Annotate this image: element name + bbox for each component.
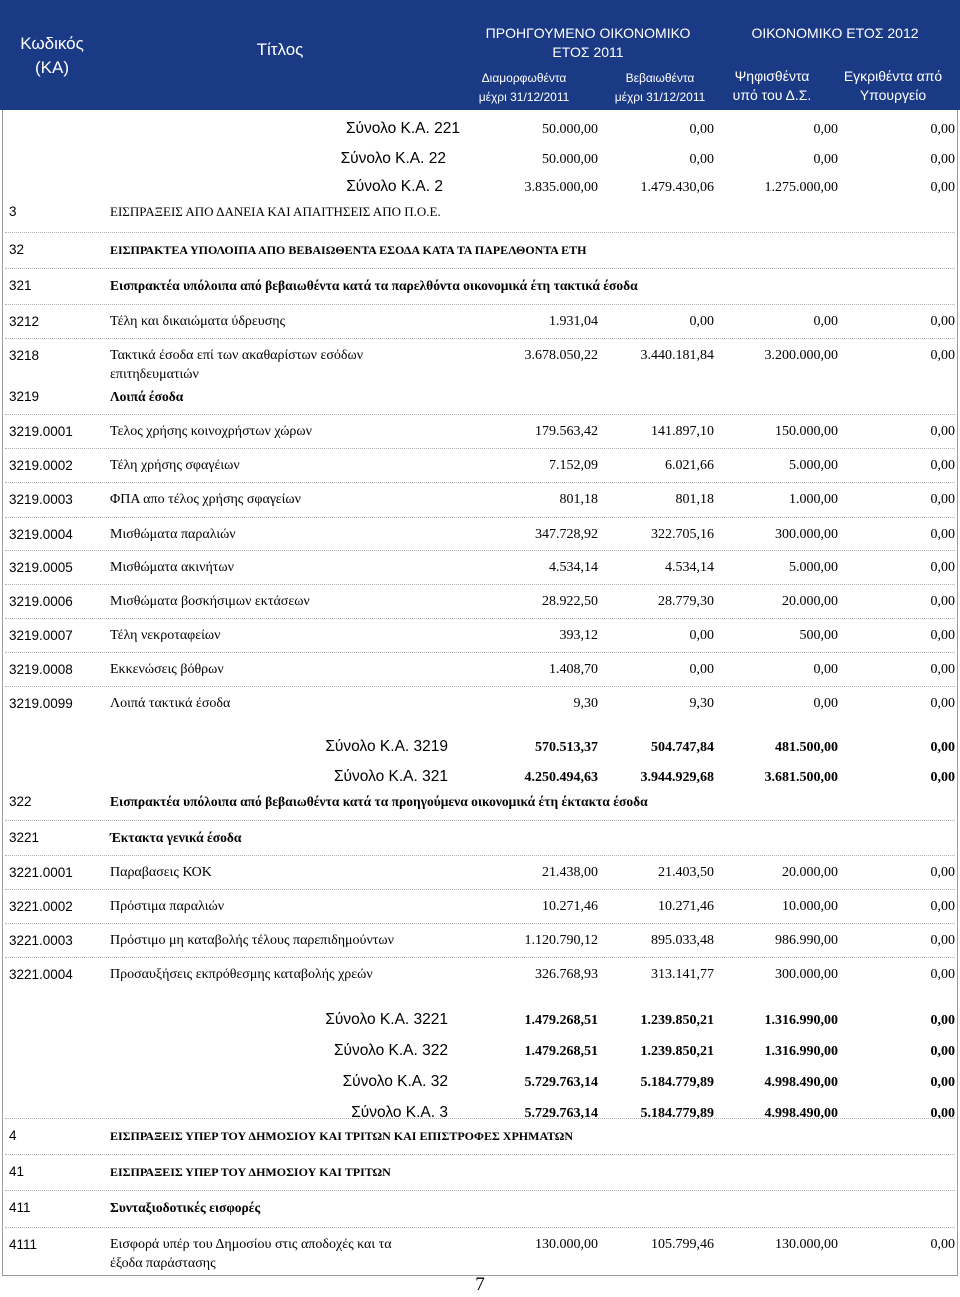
account-title: Πρόστιμα παραλιών bbox=[110, 899, 225, 914]
approved-2012-value: 0,00 bbox=[930, 1075, 955, 1090]
approved-2012-value: 0,00 bbox=[930, 1106, 955, 1121]
voted-2012-value: 20.000,00 bbox=[782, 594, 838, 609]
account-title: Τέλη χρήσης σφαγέιων bbox=[110, 458, 240, 473]
account-title: Μισθώματα ακινήτων bbox=[110, 560, 234, 575]
certified-2011-value: 21.403,50 bbox=[658, 865, 714, 880]
page-number: 7 bbox=[475, 1274, 485, 1295]
revised-2011-value: 1.479.268,51 bbox=[524, 1013, 598, 1028]
section-heading-row bbox=[0, 1164, 960, 1180]
account-title: Εισπρακτέα υπόλοιπα από βεβαιωθέντα κατά τα προηγούμενα οικονομικά έτη έκτακτα έσοδα bbox=[110, 794, 648, 809]
certified-2011-value: 6.021,66 bbox=[665, 458, 714, 473]
certified-2011-value: 3.440.181,84 bbox=[640, 348, 714, 363]
certified-2011-value: 28.779,30 bbox=[658, 594, 714, 609]
certified-2011-value: 9,30 bbox=[689, 696, 714, 711]
budget-line-row bbox=[0, 899, 960, 915]
account-code: 3219.0007 bbox=[9, 628, 73, 643]
header-voted-line-1: Ψηφισθέντα bbox=[734, 68, 810, 84]
account-code: 3221 bbox=[9, 830, 40, 845]
budget-line-row bbox=[0, 424, 960, 440]
revised-2011-value: 7.152,09 bbox=[549, 458, 598, 473]
section-heading-row bbox=[0, 389, 960, 405]
section-heading-row bbox=[0, 830, 960, 846]
certified-2011-value: 322.705,16 bbox=[651, 527, 714, 542]
account-code: 321 bbox=[9, 278, 32, 293]
revised-2011-value: 570.513,37 bbox=[535, 740, 598, 755]
revised-2011-value: 50.000,00 bbox=[542, 152, 598, 167]
approved-2012-value: 0,00 bbox=[930, 180, 955, 195]
approved-2012-value: 0,00 bbox=[930, 1044, 955, 1059]
account-title: ΕΙΣΠΡΑΞΕΙΣ ΑΠΟ ΔΑΝΕΙΑ ΚΑΙ ΑΠΑΙΤΗΣΕΙΣ ΑΠΟ Π.Ο.Ε. bbox=[110, 204, 441, 219]
account-title: Προσαυξήσεις εκπρόθεσμης καταβολής χρεών bbox=[110, 967, 373, 982]
voted-2012-value: 481.500,00 bbox=[775, 740, 838, 755]
total-row bbox=[0, 1013, 960, 1029]
account-code: 3219.0008 bbox=[9, 662, 73, 677]
header-voted-line-2: υπό του Δ.Σ. bbox=[732, 87, 812, 103]
revised-2011-value: 28.922,50 bbox=[542, 594, 598, 609]
approved-2012-value: 0,00 bbox=[930, 348, 955, 363]
certified-2011-value: 0,00 bbox=[689, 628, 714, 643]
total-row bbox=[0, 740, 960, 756]
revised-2011-value: 4.250.494,63 bbox=[524, 770, 598, 785]
approved-2012-value: 0,00 bbox=[930, 424, 955, 439]
revised-2011-value: 50.000,00 bbox=[542, 122, 598, 137]
budget-line-row bbox=[0, 348, 960, 382]
certified-2011-value: 141.897,10 bbox=[651, 424, 714, 439]
approved-2012-value: 0,00 bbox=[930, 628, 955, 643]
account-code: 3219.0005 bbox=[9, 560, 73, 575]
revised-2011-value: 393,12 bbox=[559, 628, 598, 643]
voted-2012-value: 3.681.500,00 bbox=[764, 770, 838, 785]
account-code: 3 bbox=[9, 204, 17, 219]
account-title: Λοιπά έσοδα bbox=[110, 389, 184, 404]
account-code: 3219.0002 bbox=[9, 458, 73, 473]
header-certified-line-2: μέχρι 31/12/2011 bbox=[614, 90, 706, 104]
approved-2012-value: 0,00 bbox=[930, 152, 955, 167]
section-heading-row bbox=[0, 242, 960, 258]
voted-2012-value: 5.000,00 bbox=[789, 560, 838, 575]
voted-2012-value: 130.000,00 bbox=[775, 1237, 838, 1252]
certified-2011-value: 105.799,46 bbox=[651, 1237, 714, 1252]
certified-2011-value: 3.944.929,68 bbox=[640, 770, 714, 785]
revised-2011-value: 347.728,92 bbox=[535, 527, 598, 542]
certified-2011-value: 313.141,77 bbox=[651, 967, 714, 982]
account-title-continued: έξοδα παράστασης bbox=[110, 1256, 216, 1271]
account-code: 4 bbox=[9, 1128, 17, 1143]
voted-2012-value: 1.316.990,00 bbox=[764, 1013, 838, 1028]
budget-line-row bbox=[0, 527, 960, 543]
approved-2012-value: 0,00 bbox=[930, 1237, 955, 1252]
certified-2011-value: 1.239.850,21 bbox=[640, 1044, 714, 1059]
voted-2012-value: 10.000,00 bbox=[782, 899, 838, 914]
account-code: 3221.0001 bbox=[9, 865, 73, 880]
revised-2011-value: 1.408,70 bbox=[549, 662, 598, 677]
account-title: Τέλη και δικαιώματα ύδρευσης bbox=[110, 314, 286, 329]
section-heading-row bbox=[0, 204, 960, 220]
section-heading-row bbox=[0, 794, 960, 810]
section-heading-row bbox=[0, 1200, 960, 1216]
revised-2011-value: 3.835.000,00 bbox=[524, 180, 598, 195]
voted-2012-value: 0,00 bbox=[813, 696, 838, 711]
voted-2012-value: 3.200.000,00 bbox=[764, 348, 838, 363]
header-revised-column bbox=[462, 69, 586, 107]
total-row bbox=[0, 1044, 960, 1060]
account-title: Εισφορά υπέρ του Δημοσίου στις αποδοχές και τα bbox=[110, 1237, 392, 1252]
account-title-continued: επιτηδευματιών bbox=[110, 367, 199, 382]
voted-2012-value: 20.000,00 bbox=[782, 865, 838, 880]
voted-2012-value: 4.998.490,00 bbox=[764, 1075, 838, 1090]
total-label: Σύνολο Κ.Α. 3 bbox=[351, 1104, 448, 1121]
account-title: Μισθώματα παραλιών bbox=[110, 527, 236, 542]
header-code-line-2: (ΚΑ) bbox=[35, 58, 69, 77]
header-certified-line-1: Βεβαιωθέντα bbox=[625, 71, 695, 85]
certified-2011-value: 895.033,48 bbox=[651, 933, 714, 948]
account-title: Πρόστιμο μη καταβολής τέλους παρεπιδημούντων bbox=[110, 933, 394, 948]
total-label: Σύνολο Κ.Α. 221 bbox=[345, 120, 460, 137]
budget-line-row bbox=[0, 458, 960, 474]
approved-2012-value: 0,00 bbox=[930, 492, 955, 507]
revised-2011-value: 5.729.763,14 bbox=[524, 1075, 598, 1090]
revised-2011-value: 3.678.050,22 bbox=[524, 348, 598, 363]
budget-line-row bbox=[0, 1237, 960, 1271]
approved-2012-value: 0,00 bbox=[930, 740, 955, 755]
account-code: 3219.0099 bbox=[9, 696, 73, 711]
voted-2012-value: 1.000,00 bbox=[789, 492, 838, 507]
header-title-column bbox=[105, 40, 455, 60]
account-code: 3219.0001 bbox=[9, 424, 73, 439]
header-revised-line-2: μέχρι 31/12/2011 bbox=[478, 90, 570, 104]
voted-2012-value: 300.000,00 bbox=[775, 967, 838, 982]
total-label: Σύνολο Κ.Α. 3221 bbox=[325, 1011, 448, 1028]
approved-2012-value: 0,00 bbox=[930, 899, 955, 914]
account-title: ΕΙΣΠΡΑΞΕΙΣ ΥΠΕΡ ΤΟΥ ΔΗΜΟΣΙΟΥ ΚΑΙ ΤΡΙΤΩΝ ΚΑΙ ΕΠΙΣΤΡΟΦΕΣ ΧΡΗΜΑΤΩΝ bbox=[110, 1129, 574, 1143]
total-row bbox=[0, 152, 960, 168]
revised-2011-value: 9,30 bbox=[573, 696, 598, 711]
account-code: 3221.0004 bbox=[9, 967, 73, 982]
total-label: Σύνολο Κ.Α. 322 bbox=[333, 1042, 448, 1059]
approved-2012-value: 0,00 bbox=[930, 594, 955, 609]
certified-2011-value: 1.239.850,21 bbox=[640, 1013, 714, 1028]
header-approved-column bbox=[830, 67, 956, 105]
budget-line-row bbox=[0, 560, 960, 576]
header-current-year bbox=[715, 24, 955, 43]
budget-line-row bbox=[0, 662, 960, 678]
revised-2011-value: 1.931,04 bbox=[549, 314, 598, 329]
budget-line-row bbox=[0, 594, 960, 610]
account-title: Τέλη νεκροταφείων bbox=[110, 628, 221, 643]
account-title: Εισπρακτέα υπόλοιπα από βεβαιωθέντα κατά τα παρελθόντα οικονομικά έτη τακτικά έσοδα bbox=[110, 278, 638, 293]
total-row bbox=[0, 1075, 960, 1091]
approved-2012-value: 0,00 bbox=[930, 770, 955, 785]
account-code: 32 bbox=[9, 242, 25, 257]
revised-2011-value: 326.768,93 bbox=[535, 967, 598, 982]
account-title: ΦΠΑ απο τέλος χρήσης σφαγείων bbox=[110, 492, 301, 507]
total-row bbox=[0, 180, 960, 196]
approved-2012-value: 0,00 bbox=[930, 933, 955, 948]
account-code: 3219.0006 bbox=[9, 594, 73, 609]
header-voted-column bbox=[720, 67, 824, 105]
header-previous-year bbox=[460, 24, 716, 62]
voted-2012-value: 0,00 bbox=[813, 662, 838, 677]
certified-2011-value: 0,00 bbox=[689, 152, 714, 167]
approved-2012-value: 0,00 bbox=[930, 696, 955, 711]
budget-line-row bbox=[0, 967, 960, 983]
certified-2011-value: 0,00 bbox=[689, 122, 714, 137]
section-heading-row bbox=[0, 278, 960, 294]
certified-2011-value: 0,00 bbox=[689, 314, 714, 329]
revised-2011-value: 4.534,14 bbox=[549, 560, 598, 575]
revised-2011-value: 5.729.763,14 bbox=[524, 1106, 598, 1121]
certified-2011-value: 1.479.430,06 bbox=[640, 180, 714, 195]
header-certified-column bbox=[600, 69, 720, 107]
total-label: Σύνολο Κ.Α. 32 bbox=[342, 1073, 448, 1090]
account-code: 322 bbox=[9, 794, 32, 809]
certified-2011-value: 5.184.779,89 bbox=[640, 1106, 714, 1121]
account-title: Λοιπά τακτικά έσοδα bbox=[110, 696, 231, 711]
account-title: ΕΙΣΠΡΑΞΕΙΣ ΥΠΕΡ ΤΟΥ ΔΗΜΟΣΙΟΥ ΚΑΙ ΤΡΙΤΩΝ bbox=[110, 1165, 391, 1179]
total-row bbox=[0, 770, 960, 786]
budget-line-row bbox=[0, 628, 960, 644]
voted-2012-value: 0,00 bbox=[813, 314, 838, 329]
certified-2011-value: 4.534,14 bbox=[665, 560, 714, 575]
budget-line-row bbox=[0, 933, 960, 949]
account-title: ΕΙΣΠΡΑΚΤΕΑ ΥΠΟΛΟΙΠΑ ΑΠΟ ΒΕΒΑΙΩΘΕΝΤΑ ΕΣΟΔΑ ΚΑΤΑ ΤΑ ΠΑΡΕΛΘΟΝΤΑ ΕΤΗ bbox=[110, 243, 587, 257]
header-revised-line-1: Διαμορφωθέντα bbox=[481, 71, 567, 85]
voted-2012-value: 4.998.490,00 bbox=[764, 1106, 838, 1121]
revised-2011-value: 130.000,00 bbox=[535, 1237, 598, 1252]
approved-2012-value: 0,00 bbox=[930, 865, 955, 880]
budget-line-row bbox=[0, 865, 960, 881]
revised-2011-value: 1.120.790,12 bbox=[524, 933, 598, 948]
certified-2011-value: 801,18 bbox=[675, 492, 714, 507]
account-title: Μισθώματα βοσκήσιμων εκτάσεων bbox=[110, 594, 310, 609]
account-title: Συνταξιοδοτικές εισφορές bbox=[110, 1200, 261, 1215]
account-code: 4111 bbox=[9, 1237, 38, 1252]
table-header bbox=[0, 0, 960, 110]
total-label: Σύνολο Κ.Α. 3219 bbox=[325, 738, 448, 755]
total-label: Σύνολο Κ.Α. 2 bbox=[346, 178, 443, 195]
budget-line-row bbox=[0, 314, 960, 330]
certified-2011-value: 504.747,84 bbox=[651, 740, 714, 755]
approved-2012-value: 0,00 bbox=[930, 967, 955, 982]
account-title: Τελος χρήσης κοινοχρήστων χώρων bbox=[110, 424, 312, 439]
account-code: 3219.0004 bbox=[9, 527, 73, 542]
account-code: 3221.0003 bbox=[9, 933, 73, 948]
approved-2012-value: 0,00 bbox=[930, 560, 955, 575]
header-code-column bbox=[0, 32, 104, 80]
revised-2011-value: 1.479.268,51 bbox=[524, 1044, 598, 1059]
voted-2012-value: 1.275.000,00 bbox=[764, 180, 838, 195]
certified-2011-value: 10.271,46 bbox=[658, 899, 714, 914]
account-title: Παραβασεις ΚΟΚ bbox=[110, 865, 212, 880]
revised-2011-value: 21.438,00 bbox=[542, 865, 598, 880]
header-code-line-1: Κωδικός bbox=[20, 34, 84, 53]
account-code: 411 bbox=[9, 1200, 31, 1215]
total-row bbox=[0, 1106, 960, 1122]
section-heading-row bbox=[0, 1128, 960, 1144]
approved-2012-value: 0,00 bbox=[930, 527, 955, 542]
approved-2012-value: 0,00 bbox=[930, 1013, 955, 1028]
voted-2012-value: 500,00 bbox=[799, 628, 838, 643]
header-current-year-label: ΟΙΚΟΝΟΜΙΚΟ ΕΤΟΣ 2012 bbox=[751, 25, 919, 41]
account-code: 3212 bbox=[9, 314, 40, 329]
approved-2012-value: 0,00 bbox=[930, 122, 955, 137]
account-title: Εκκενώσεις βόθρων bbox=[110, 662, 224, 677]
voted-2012-value: 150.000,00 bbox=[775, 424, 838, 439]
account-title: Έκτακτα γενικά έσοδα bbox=[110, 830, 242, 845]
revised-2011-value: 10.271,46 bbox=[542, 899, 598, 914]
approved-2012-value: 0,00 bbox=[930, 314, 955, 329]
total-label: Σύνολο Κ.Α. 321 bbox=[333, 768, 448, 785]
account-code: 3219.0003 bbox=[9, 492, 73, 507]
account-code: 3221.0002 bbox=[9, 899, 73, 914]
header-approved-line-2: Υπουργείο bbox=[859, 87, 927, 103]
account-code: 3219 bbox=[9, 389, 40, 404]
account-title: Τακτικά έσοδα επί των ακαθαρίστων εσόδων bbox=[110, 348, 364, 363]
header-previous-year-line-2: ΕΤΟΣ 2011 bbox=[552, 44, 624, 60]
voted-2012-value: 300.000,00 bbox=[775, 527, 838, 542]
revised-2011-value: 801,18 bbox=[559, 492, 598, 507]
approved-2012-value: 0,00 bbox=[930, 662, 955, 677]
header-previous-year-line-1: ΠΡΟΗΓΟΥΜΕΝΟ ΟΙΚΟΝΟΜΙΚΟ bbox=[485, 25, 691, 41]
total-label: Σύνολο Κ.Α. 22 bbox=[340, 150, 446, 167]
certified-2011-value: 0,00 bbox=[689, 662, 714, 677]
account-code: 41 bbox=[9, 1164, 25, 1179]
certified-2011-value: 5.184.779,89 bbox=[640, 1075, 714, 1090]
voted-2012-value: 1.316.990,00 bbox=[764, 1044, 838, 1059]
budget-line-row bbox=[0, 492, 960, 508]
voted-2012-value: 0,00 bbox=[813, 122, 838, 137]
revised-2011-value: 179.563,42 bbox=[535, 424, 598, 439]
header-approved-line-1: Εγκριθέντα από bbox=[843, 68, 943, 84]
header-title-label: Τίτλος bbox=[256, 40, 304, 59]
account-code: 3218 bbox=[9, 348, 40, 363]
voted-2012-value: 5.000,00 bbox=[789, 458, 838, 473]
approved-2012-value: 0,00 bbox=[930, 458, 955, 473]
budget-line-row bbox=[0, 696, 960, 712]
voted-2012-value: 986.990,00 bbox=[775, 933, 838, 948]
voted-2012-value: 0,00 bbox=[813, 152, 838, 167]
total-row bbox=[0, 122, 960, 138]
